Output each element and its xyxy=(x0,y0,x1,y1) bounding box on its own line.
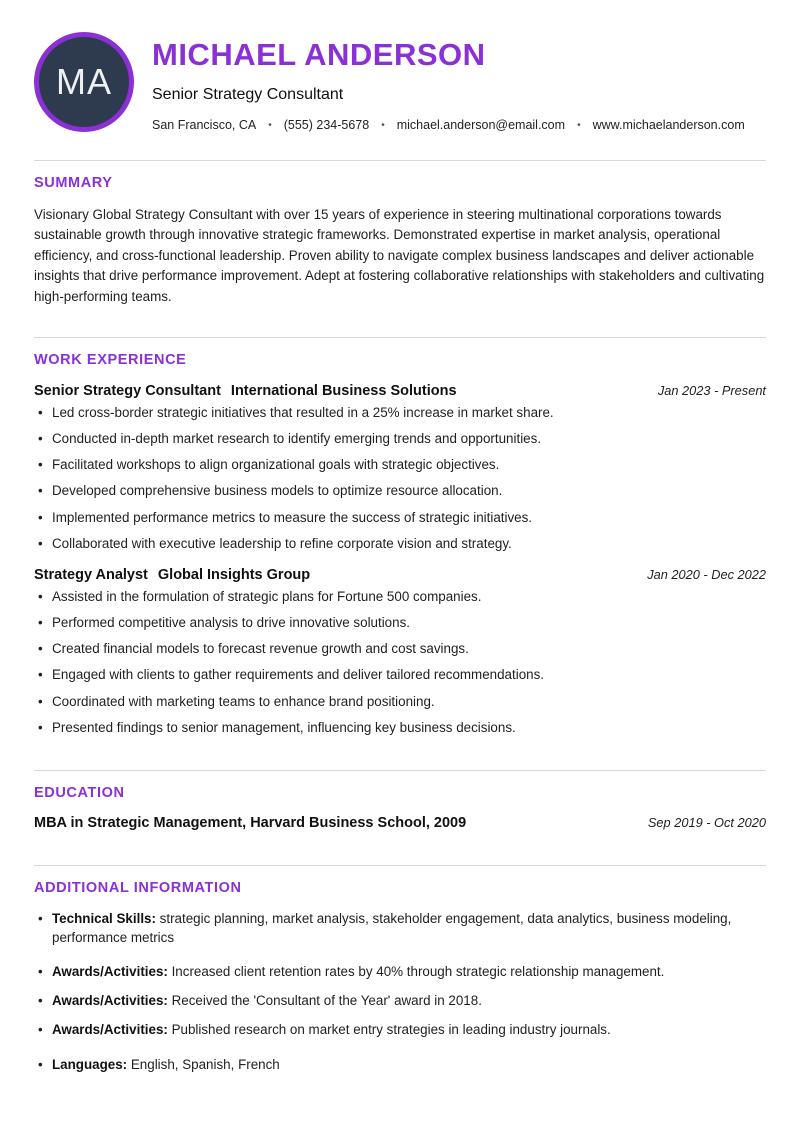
job-entry xyxy=(34,382,766,552)
contact-line xyxy=(152,118,745,132)
person-name: MICHAEL ANDERSON xyxy=(152,37,486,72)
separator-dot: • xyxy=(268,119,272,131)
job-bullets xyxy=(34,404,766,552)
section-work-experience xyxy=(34,337,766,736)
jobs-container xyxy=(34,382,766,736)
separator-dot: • xyxy=(381,119,385,131)
job-header xyxy=(34,382,766,400)
summary-text: Visionary Global Strategy Consultant with over 15 years of experience in steering multinational corporations towards sustainable growth through innovative strategic frameworks. Demonstrated expertise in market analysis, operational efficiency, and cross-functional leadership. Proven ability to navigate complex business landscapes and deliver actionable insights that drive performance improvement. Adept at fostering collaborative relationships with stakeholders and cultivating high-performing teams. xyxy=(34,207,765,304)
bullet-item: • Engaged with clients to gather requirements and deliver tailored recommendations. xyxy=(34,666,766,683)
job-dates: Jan 2023 - Present xyxy=(657,382,766,398)
education-dates: Sep 2019 - Oct 2020 xyxy=(647,814,766,830)
job-dates: Jan 2020 - Dec 2022 xyxy=(647,566,766,582)
bullet-item: • Collaborated with executive leadership to refine corporate vision and strategy. xyxy=(34,535,766,552)
bullet-item: • Developed comprehensive business models to optimize resource allocation. xyxy=(34,482,766,499)
info-item xyxy=(34,963,766,982)
job-company: Global Insights Group xyxy=(157,566,311,583)
section-education xyxy=(34,770,766,831)
contact-phone: (555) 234-5678 xyxy=(283,118,370,133)
summary-heading: SUMMARY xyxy=(34,175,113,192)
job-entry xyxy=(34,566,766,736)
info-label: Languages: xyxy=(52,1056,131,1072)
education-degree: MBA in Strategic Management, Harvard Business School, 2009 xyxy=(34,814,467,831)
education-entry xyxy=(34,815,766,831)
section-divider xyxy=(34,337,766,338)
job-header xyxy=(34,566,766,584)
info-item xyxy=(34,992,766,1011)
avatar-initials: MA xyxy=(56,61,112,102)
info-label: Awards/Activities: xyxy=(52,964,172,980)
info-text: Received the 'Consultant of the Year' award in 2018. xyxy=(171,993,482,1009)
info-label: Technical Skills: xyxy=(52,910,160,926)
info-text: strategic planning, market analysis, stakeholder engagement, data analytics, business modeling, performance metrics xyxy=(52,910,732,945)
separator-dot: • xyxy=(577,119,581,131)
info-text: Published research on market entry strategies in leading industry journals. xyxy=(171,1021,611,1037)
info-label: Awards/Activities: xyxy=(52,1021,172,1037)
contact-email: michael.anderson@email.com xyxy=(396,118,566,133)
contact-location: San Francisco, CA xyxy=(152,118,257,133)
section-divider xyxy=(34,770,766,771)
resume-header xyxy=(34,30,766,132)
section-summary xyxy=(34,160,766,307)
section-additional-information xyxy=(34,865,766,1075)
bullet-item: • Implemented performance metrics to measure the success of strategic initiatives. xyxy=(34,509,766,526)
info-item xyxy=(34,1021,766,1040)
bullet-item: • Coordinated with marketing teams to enhance brand positioning. xyxy=(34,693,766,710)
education-heading: EDUCATION xyxy=(34,784,125,801)
bullet-item: • Assisted in the formulation of strategic plans for Fortune 500 companies. xyxy=(34,588,766,605)
bullet-item: • Created financial models to forecast revenue growth and cost savings. xyxy=(34,640,766,657)
section-divider xyxy=(34,160,766,161)
job-title-line xyxy=(34,566,310,584)
job-company: International Business Solutions xyxy=(230,382,457,399)
bullet-item: • Led cross-border strategic initiatives that resulted in a 25% increase in market share. xyxy=(34,404,766,421)
job-title: Senior Strategy Consultant xyxy=(34,382,221,399)
job-title-line xyxy=(34,382,457,400)
contact-website: www.michaelanderson.com xyxy=(592,118,745,133)
info-item xyxy=(34,1056,766,1075)
avatar xyxy=(34,32,134,132)
section-divider xyxy=(34,865,766,866)
header-text xyxy=(152,30,745,132)
job-title: Strategy Analyst xyxy=(34,566,148,583)
bullet-item: • Conducted in-depth market research to identify emerging trends and opportunities. xyxy=(34,430,766,447)
info-text: English, Spanish, French xyxy=(130,1056,280,1072)
bullet-item: • Presented findings to senior management, influencing key business decisions. xyxy=(34,719,766,736)
additional-info-list xyxy=(34,910,766,1075)
job-bullets xyxy=(34,588,766,736)
person-title: Senior Strategy Consultant xyxy=(152,86,344,104)
info-item xyxy=(34,910,766,948)
bullet-item: • Performed competitive analysis to drive innovative solutions. xyxy=(34,614,766,631)
info-text: Increased client retention rates by 40% through strategic relationship management. xyxy=(171,964,665,980)
info-label: Awards/Activities: xyxy=(52,993,172,1009)
work-experience-heading: WORK EXPERIENCE xyxy=(34,351,187,368)
additional-information-heading: ADDITIONAL INFORMATION xyxy=(34,879,242,896)
bullet-item: • Facilitated workshops to align organizational goals with strategic objectives. xyxy=(34,456,766,473)
